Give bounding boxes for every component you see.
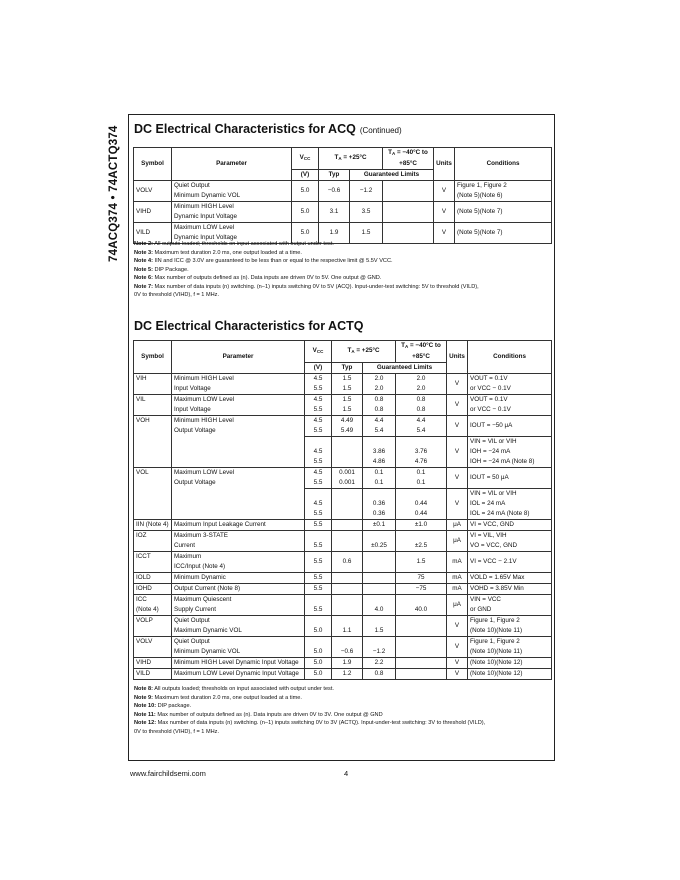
parameter-cell: Maximum LOW Level Output Voltage <box>172 468 305 489</box>
unit-cell: μA <box>447 520 468 531</box>
unit-cell: mA <box>447 552 468 573</box>
condition-cell: VI = VIL, VIH VO = VCC, GND <box>468 531 552 552</box>
table-row <box>134 395 552 416</box>
col-parameter: Parameter <box>172 148 292 181</box>
note-line: 0V to threshold (VIHD), f = 1 MHz. <box>134 292 220 298</box>
condition-cell: VIN = VCC or GND <box>468 595 552 616</box>
lim25-cell <box>363 552 396 573</box>
unit-cell: V <box>434 202 455 223</box>
typ-cell: 4.49 5.49 <box>332 416 363 437</box>
symbol-cell: IOLD <box>134 573 172 584</box>
vcc-cell: 5.0 <box>305 616 332 637</box>
unit-cell: V <box>447 669 468 680</box>
typ-cell: −0.6 <box>319 181 350 202</box>
parameter-cell: Maximum Quiescent Supply Current <box>172 595 305 616</box>
unit-cell: V <box>447 489 468 520</box>
note-line: Note 8: All outputs loaded; thresholds on input associated with output under test. <box>134 686 334 692</box>
lim25-cell: ±0.25 <box>363 531 396 552</box>
condition-cell: Figure 1, Figure 2 (Note 10)(Note 11) <box>468 637 552 658</box>
col-guaranteed: Guaranteed Limits <box>363 363 447 374</box>
acq-table <box>133 147 552 244</box>
limR-cell <box>396 669 447 680</box>
vcc-cell: 5.5 <box>305 595 332 616</box>
note-line: Note 4: IIN and ICC @ 3.0V are guaranteed to be less than or equal to the respective limit @ 5.5V VCC. <box>134 258 393 264</box>
typ-cell: 1.1 <box>332 616 363 637</box>
note-line: Note 9: Maximum test duration 2.0 ms, one output loaded at a time. <box>134 694 302 701</box>
condition-cell: Figure 1, Figure 2 (Note 10)(Note 11) <box>468 616 552 637</box>
table-row <box>134 416 552 437</box>
typ-cell <box>332 573 363 584</box>
table-row <box>134 468 552 489</box>
symbol-cell: VOLP <box>134 616 172 637</box>
actq-notes <box>134 685 552 736</box>
actq-table <box>133 340 552 680</box>
parameter-cell <box>172 489 305 520</box>
table-row <box>134 637 552 658</box>
symbol-cell: IOHD <box>134 584 172 595</box>
vcc-cell: 5.0 <box>292 223 319 244</box>
parameter-cell: Quiet Output Minimum Dynamic VOL <box>172 637 305 658</box>
vcc-cell: 4.5 5.5 <box>305 416 332 437</box>
table-row <box>134 616 552 637</box>
parameter-cell: Maximum LOW Level Input Voltage <box>172 395 305 416</box>
condition-cell: VIN = VIL or VIH IOH = −24 mA IOH = −24 mA (Note 8) <box>468 437 552 468</box>
typ-cell: 1.5 1.5 <box>332 395 363 416</box>
col-conditions: Conditions <box>468 341 552 374</box>
lim25-cell: 3.86 4.86 <box>363 437 396 468</box>
parameter-cell: Quiet Output Maximum Dynamic VOL <box>172 616 305 637</box>
vcc-cell: 5.5 <box>305 531 332 552</box>
table-row <box>134 595 552 616</box>
condition-cell: IOUT = −50 μA <box>468 416 552 437</box>
table-row <box>134 202 552 223</box>
col-vcc: $V_{CC}$ <box>292 148 319 170</box>
vcc-cell: 5.5 <box>305 520 332 531</box>
lim25-cell: 4.0 <box>363 595 396 616</box>
symbol-cell: VOL <box>134 468 172 489</box>
lim25-cell <box>363 573 396 584</box>
typ-cell <box>332 489 363 520</box>
parameter-cell: Output Current (Note 8) <box>172 584 305 595</box>
symbol-cell: VOLV <box>134 637 172 658</box>
unit-cell: V <box>447 395 468 416</box>
lim25-cell: 0.8 0.8 <box>363 395 396 416</box>
table-row <box>134 374 552 395</box>
note-line: Note 2: All outputs loaded; thresholds on input associated with output under test. <box>134 241 334 247</box>
condition-cell: VIN = VIL or VIH IOL = 24 mA IOL = 24 mA (Note 8) <box>468 489 552 520</box>
acq-title: DC Electrical Characteristics for ACQ (Continued) <box>134 122 402 136</box>
limR-cell: ±2.5 <box>396 531 447 552</box>
lim25-cell <box>363 584 396 595</box>
symbol-cell: IOZ <box>134 531 172 552</box>
lim25-cell: 0.1 0.1 <box>363 468 396 489</box>
parameter-cell <box>172 437 305 468</box>
table-row <box>134 573 552 584</box>
parameter-cell: Quiet Output Minimum Dynamic VOL <box>172 181 292 202</box>
typ-cell <box>332 584 363 595</box>
unit-cell: V <box>447 374 468 395</box>
limR-cell: 0.1 0.1 <box>396 468 447 489</box>
col-units: Units <box>434 148 455 181</box>
limR-cell: 4.4 5.4 <box>396 416 447 437</box>
condition-cell: IOUT = 50 μA <box>468 468 552 489</box>
col-guaranteed: Guaranteed Limits <box>350 170 434 181</box>
condition-cell: (Note 5)(Note 7) <box>455 223 552 244</box>
vcc-cell: 5.0 <box>292 202 319 223</box>
unit-cell: V <box>447 437 468 468</box>
col-typ: Typ <box>319 170 350 181</box>
limR-cell: 0.44 0.44 <box>396 489 447 520</box>
typ-cell: 1.9 <box>319 223 350 244</box>
col-symbol: Symbol <box>134 341 172 374</box>
vcc-cell: 4.5 5.5 <box>305 395 332 416</box>
col-typ: Typ <box>332 363 363 374</box>
condition-cell: VOUT = 0.1V or VCC − 0.1V <box>468 395 552 416</box>
limit-range-cell <box>383 202 434 223</box>
note-line: Note 7: Max number of data inputs (n) switching. (n−1) inputs switching 0V to 5V (ACQ). Input-under-test switching: 5V to threshold (VILD), <box>134 283 479 290</box>
parameter-cell: Maximum LOW Level Dynamic Input Voltage <box>172 223 292 244</box>
condition-cell: (Note 10)(Note 12) <box>468 658 552 669</box>
condition-cell: VOUT = 0.1V or VCC − 0.1V <box>468 374 552 395</box>
condition-cell: (Note 5)(Note 7) <box>455 202 552 223</box>
unit-cell: V <box>434 223 455 244</box>
condition-cell: Figure 1, Figure 2 (Note 5)(Note 6) <box>455 181 552 202</box>
condition-cell: VI = VCC, GND <box>468 520 552 531</box>
symbol-cell: VIHD <box>134 658 172 669</box>
condition-cell: VI = VCC − 2.1V <box>468 552 552 573</box>
parameter-cell: Minimum HIGH Level Dynamic Input Voltage <box>172 202 292 223</box>
typ-cell: 0.6 <box>332 552 363 573</box>
col-units: Units <box>447 341 468 374</box>
typ-cell: 1.2 <box>332 669 363 680</box>
limR-cell: −75 <box>396 584 447 595</box>
table-row <box>134 669 552 680</box>
table-row <box>134 531 552 552</box>
unit-cell: V <box>447 658 468 669</box>
table-row <box>134 489 552 520</box>
table-row <box>134 520 552 531</box>
symbol-cell: ICC (Note 4) <box>134 595 172 616</box>
note-line: Note 3: Maximum test duration 2.0 ms, one output loaded at a time. <box>134 249 302 256</box>
lim25-cell: 0.36 0.36 <box>363 489 396 520</box>
table-row <box>134 584 552 595</box>
symbol-cell: VOH <box>134 416 172 437</box>
typ-cell <box>332 531 363 552</box>
unit-cell: V <box>447 616 468 637</box>
condition-cell: VOLD = 1.65V Max <box>468 573 552 584</box>
vcc-cell: 5.5 <box>305 552 332 573</box>
vcc-cell: 4.5 5.5 <box>305 374 332 395</box>
symbol-cell: VOLV <box>134 181 172 202</box>
note-line: 0V to threshold (VIHD), f = 1 MHz. <box>134 728 220 735</box>
note-line: Note 10: DIP package. <box>134 703 192 709</box>
vcc-cell: 5.0 <box>305 658 332 669</box>
col-conditions: Conditions <box>455 148 552 181</box>
limit-25-cell: 1.5 <box>350 223 383 244</box>
col-vcc: $V_{CC}$ <box>305 341 332 363</box>
footer-url[interactable]: www.fairchildsemi.com <box>130 769 206 778</box>
limR-cell <box>396 616 447 637</box>
parameter-cell: Maximum 3-STATE Current <box>172 531 305 552</box>
unit-cell: μA <box>447 595 468 616</box>
parameter-cell: Maximum Input Leakage Current <box>172 520 305 531</box>
vcc-cell: 5.0 <box>292 181 319 202</box>
continued-label: (Continued) <box>359 126 402 135</box>
unit-cell: V <box>447 637 468 658</box>
col-ta-range: $T_A = -40^\circ C$ to +85°C <box>396 341 447 363</box>
unit-cell: μA <box>447 531 468 552</box>
symbol-cell: VILD <box>134 669 172 680</box>
typ-cell: 1.9 <box>332 658 363 669</box>
col-ta-range: $T_A = -40^\circ C$ to +85°C <box>383 148 434 170</box>
limit-25-cell: −1.2 <box>350 181 383 202</box>
symbol-cell: VIHD <box>134 202 172 223</box>
typ-cell: −0.6 <box>332 637 363 658</box>
unit-cell: mA <box>447 573 468 584</box>
vcc-cell: 5.0 <box>305 637 332 658</box>
table-row <box>134 658 552 669</box>
parameter-cell: Minimum HIGH Level Dynamic Input Voltage <box>172 658 305 669</box>
typ-cell <box>332 595 363 616</box>
parameter-cell: Minimum Dynamic <box>172 573 305 584</box>
symbol-cell: ICCT <box>134 552 172 573</box>
unit-cell: mA <box>447 584 468 595</box>
lim25-cell: 2.2 <box>363 658 396 669</box>
acq-notes <box>134 240 552 300</box>
unit-cell: V <box>447 468 468 489</box>
parameter-cell: Minimum HIGH Level Input Voltage <box>172 374 305 395</box>
lim25-cell: 2.0 2.0 <box>363 374 396 395</box>
note-line: Note 11: Max number of outputs defined as (n). Data inputs are driven 0V to 3V. One output @ GND <box>134 711 383 718</box>
col-vcc-unit: (V) <box>292 170 319 181</box>
limR-cell: ±1.0 <box>396 520 447 531</box>
typ-cell: 1.5 1.5 <box>332 374 363 395</box>
vcc-cell: 5.5 <box>305 584 332 595</box>
typ-cell <box>332 520 363 531</box>
limR-cell: 0.8 0.8 <box>396 395 447 416</box>
col-ta25: $T_A = +25^\circ C$ <box>332 341 396 363</box>
condition-cell: VOHD = 3.85V Min <box>468 584 552 595</box>
vcc-cell: 4.5 5.5 <box>305 468 332 489</box>
typ-cell <box>332 437 363 468</box>
actq-title: DC Electrical Characteristics for ACTQ <box>134 319 364 333</box>
note-line: Note 12: Max number of data inputs (n) switching. (n−1) inputs switching 0V to 3V (ACTQ). Input-under-test switching: 3V to threshold (VILD), <box>134 720 486 726</box>
table-row <box>134 552 552 573</box>
limR-cell: 2.0 2.0 <box>396 374 447 395</box>
note-line: Note 5: DIP Package. <box>134 266 189 273</box>
limit-25-cell: 3.5 <box>350 202 383 223</box>
col-vcc-unit: (V) <box>305 363 332 374</box>
vcc-cell: 4.5 5.5 <box>305 437 332 468</box>
limR-cell <box>396 637 447 658</box>
limR-cell: 1.5 <box>396 552 447 573</box>
table-row <box>134 437 552 468</box>
vcc-cell: 5.0 <box>305 669 332 680</box>
parameter-cell: Minimum HIGH Level Output Voltage <box>172 416 305 437</box>
col-parameter: Parameter <box>172 341 305 374</box>
symbol-cell: VIL <box>134 395 172 416</box>
unit-cell: V <box>447 416 468 437</box>
symbol-cell <box>134 437 172 468</box>
note-line: Note 6: Max number of outputs defined as (n). Data inputs are driven 0V to 5V. One output @ GND. <box>134 275 382 281</box>
limR-cell: 3.76 4.76 <box>396 437 447 468</box>
symbol-cell: VILD <box>134 223 172 244</box>
lim25-cell: ±0.1 <box>363 520 396 531</box>
lim25-cell: 4.4 5.4 <box>363 416 396 437</box>
lim25-cell: 1.5 <box>363 616 396 637</box>
typ-cell: 0.001 0.001 <box>332 468 363 489</box>
parameter-cell: Maximum LOW Level Dynamic Input Voltage <box>172 669 305 680</box>
unit-cell: V <box>434 181 455 202</box>
col-ta25: $T_A = +25^\circ C$ <box>319 148 383 170</box>
symbol-cell: VIH <box>134 374 172 395</box>
limit-range-cell <box>383 181 434 202</box>
table-row <box>134 181 552 202</box>
condition-cell: (Note 10)(Note 12) <box>468 669 552 680</box>
symbol-cell <box>134 489 172 520</box>
vcc-cell: 4.5 5.5 <box>305 489 332 520</box>
lim25-cell: −1.2 <box>363 637 396 658</box>
lim25-cell: 0.8 <box>363 669 396 680</box>
typ-cell: 3.1 <box>319 202 350 223</box>
col-symbol: Symbol <box>134 148 172 181</box>
limR-cell: 40.0 <box>396 595 447 616</box>
page-number: 4 <box>344 769 349 778</box>
parameter-cell: Maximum ICC/Input (Note 4) <box>172 552 305 573</box>
vcc-cell: 5.5 <box>305 573 332 584</box>
limR-cell <box>396 658 447 669</box>
symbol-cell: IIN (Note 4) <box>134 520 172 531</box>
limR-cell: 75 <box>396 573 447 584</box>
